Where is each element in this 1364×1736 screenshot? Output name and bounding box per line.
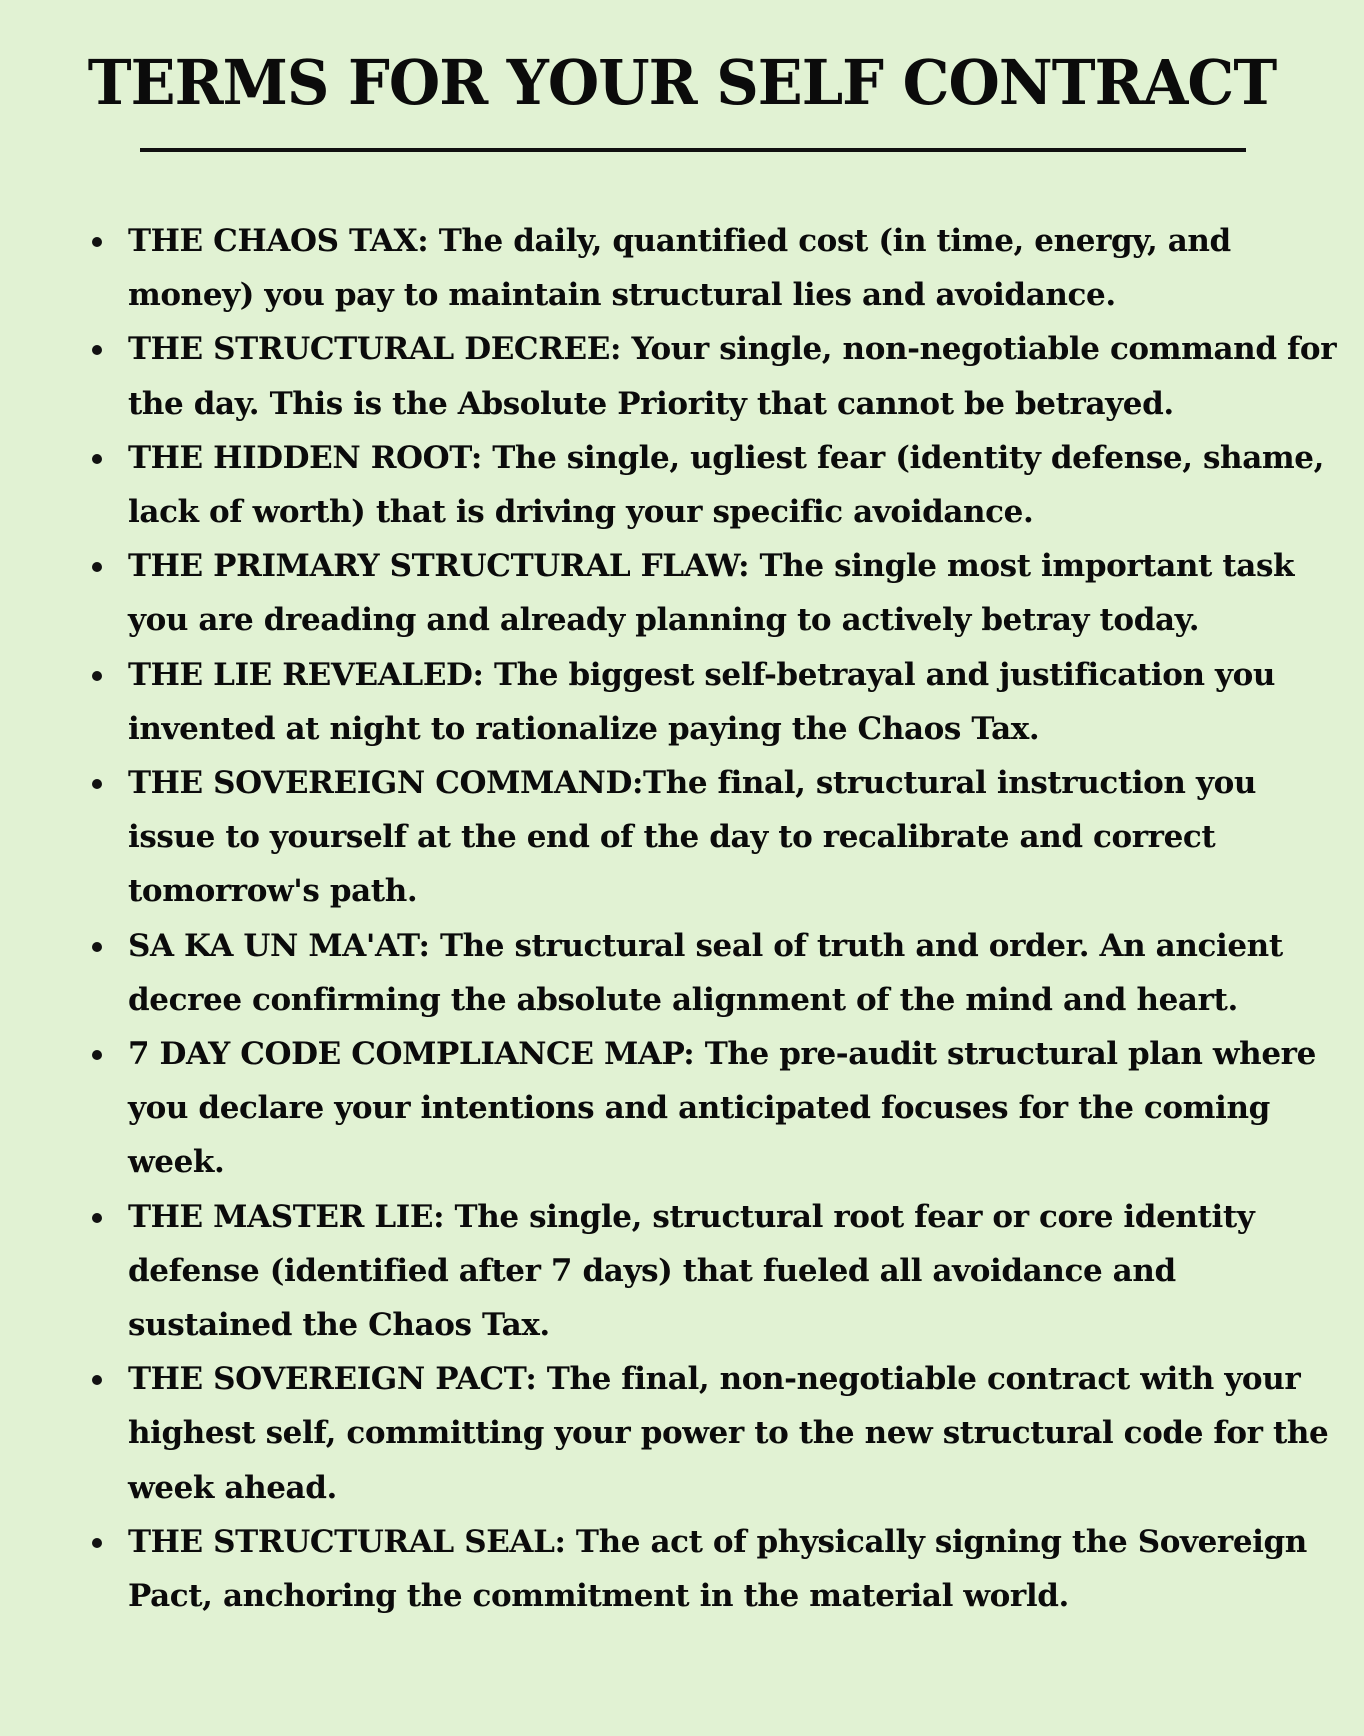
list-item xyxy=(88,756,1338,919)
term-definition: The daily, quantified cost (in time, energy, and money) you pay to maintain structural lies and avoidance. xyxy=(128,223,1231,314)
bullet-icon xyxy=(92,454,102,464)
list-item xyxy=(88,322,1338,430)
bullet-icon xyxy=(92,1050,102,1060)
term-definition: The biggest self-betrayal and justification you invented at night to rationalize paying the Chaos Tax. xyxy=(128,656,1276,747)
term-name: THE PRIMARY STRUCTURAL FLAW: xyxy=(128,548,750,585)
term-definition: The act of physically signing the Sovereign Pact, anchoring the commitment in the material world. xyxy=(128,1523,1307,1615)
term-definition: The final, structural instruction you issue to yourself at the end of the day to recalibrate and correct tomorrow's path. xyxy=(128,765,1256,910)
term-definition: Your single, non-negotiable command for the day. This is the Absolute Priority that cannot be betrayed. xyxy=(128,331,1337,422)
terms-list xyxy=(88,214,1338,1623)
term-definition: The single, ugliest fear (identity defense, shame, lack of worth) that is driving your specific avoidance. xyxy=(128,439,1324,531)
list-item xyxy=(88,919,1338,1027)
term-name: THE MASTER LIE: xyxy=(128,1198,445,1235)
term-name: THE LIE REVEALED: xyxy=(128,656,484,693)
term-name: SA KA UN MA'AT: xyxy=(128,927,430,964)
term-definition: The pre-audit structural plan where you declare your intentions and anticipated focuses for the coming week. xyxy=(128,1036,1316,1181)
term-name: 7 DAY CODE COMPLIANCE MAP: xyxy=(128,1036,695,1073)
bullet-icon xyxy=(92,671,102,681)
list-item xyxy=(88,648,1338,756)
term-name: THE STRUCTURAL SEAL: xyxy=(128,1523,566,1560)
bullet-icon xyxy=(92,237,102,247)
list-item xyxy=(88,539,1338,647)
title-divider xyxy=(140,148,1246,152)
bullet-icon xyxy=(92,779,102,789)
bullet-icon xyxy=(92,345,102,355)
list-item xyxy=(88,1352,1338,1515)
bullet-icon xyxy=(92,562,102,572)
bullet-icon xyxy=(92,942,102,952)
term-definition: The structural seal of truth and order. An ancient decree confirming the absolute alignment of the mind and heart. xyxy=(128,927,1283,1018)
list-item xyxy=(88,1515,1338,1623)
page-title: TERMS FOR YOUR SELF CONTRACT xyxy=(87,46,1277,119)
list-item xyxy=(88,431,1338,539)
list-item xyxy=(88,1027,1338,1190)
bullet-icon xyxy=(92,1375,102,1385)
term-name: THE STRUCTURAL DECREE: xyxy=(128,331,622,368)
term-name: THE HIDDEN ROOT: xyxy=(128,439,482,476)
bullet-icon xyxy=(92,1213,102,1223)
term-name: THE CHAOS TAX: xyxy=(128,223,429,259)
list-item xyxy=(88,214,1338,322)
term-definition: The single most important task you are dreading and already planning to actively betray today. xyxy=(128,548,1295,639)
term-definition: The single, structural root fear or core identity defense (identified after 7 days) that fueled all avoidance and sustained the Chaos Tax. xyxy=(128,1198,1255,1344)
term-definition: The final, non-negotiable contract with your highest self, committing your power to the new structural code for the week ahead. xyxy=(128,1361,1329,1506)
term-name: THE SOVEREIGN COMMAND: xyxy=(128,765,644,802)
term-name: THE SOVEREIGN PACT: xyxy=(128,1361,537,1398)
bullet-icon xyxy=(92,1538,102,1548)
list-item xyxy=(88,1190,1338,1353)
